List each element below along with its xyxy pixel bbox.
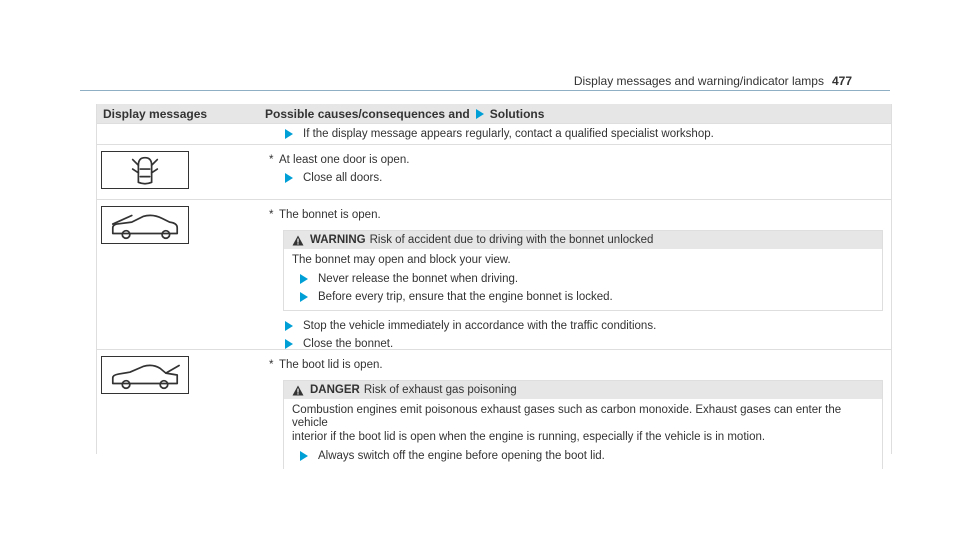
instruction-text: If the display message appears regularly, contact a qualified specialist workshop.: [303, 128, 714, 140]
list-item: [269, 169, 891, 187]
col-causes-solutions: [247, 107, 544, 121]
warning-triangle-icon: [292, 385, 304, 396]
danger-header: [284, 381, 882, 399]
asterisk: *: [269, 359, 274, 371]
list-item: [292, 447, 874, 465]
arrow-icon: [300, 451, 308, 461]
cause-line: [269, 151, 891, 169]
list-item: [292, 270, 874, 288]
instruction-text: Never release the bonnet when driving.: [318, 272, 519, 285]
warning-title: Risk of accident due to driving with the bonnet unlocked: [369, 234, 654, 246]
arrow-icon: [300, 274, 308, 284]
page-number: 477: [831, 74, 852, 88]
danger-text: interior if the boot lid is open when the engine is running, especially if the vehicle is in motion.: [292, 431, 766, 443]
cause-text: The boot lid is open.: [279, 359, 383, 371]
car-bonnet-open-icon: [101, 206, 189, 244]
warning-header: [284, 231, 882, 249]
display-messages-table: [96, 104, 892, 462]
arrow-icon: [285, 129, 293, 139]
header-rule: [80, 90, 890, 91]
arrow-icon: [476, 109, 484, 119]
danger-title: Risk of exhaust gas poisoning: [363, 384, 517, 396]
instruction-text: Close all doors.: [303, 172, 383, 184]
instruction-text: Before every trip, ensure that the engine bonnet is locked.: [318, 290, 613, 303]
col-display-messages: Display messages: [103, 106, 208, 121]
list-item: [269, 317, 891, 335]
table-header: [97, 104, 891, 123]
table-row: [97, 144, 891, 199]
list-item: [269, 125, 891, 143]
arrow-icon: [285, 173, 293, 183]
cause-line: [269, 206, 891, 224]
page-header: [0, 0, 890, 86]
col-causes-label: Possible causes/consequences and: [265, 106, 470, 121]
list-item: [292, 288, 874, 306]
instruction-text: Stop the vehicle immediately in accordance with the traffic conditions.: [303, 320, 657, 332]
cause-line: [269, 356, 891, 374]
danger-box: [283, 380, 883, 469]
warning-box: [283, 230, 883, 311]
arrow-icon: [285, 321, 293, 331]
car-boot-open-icon: [101, 356, 189, 394]
warning-triangle-icon: [292, 235, 304, 246]
col-solutions-label: Solutions: [489, 106, 545, 121]
cause-text: The bonnet is open.: [279, 209, 381, 221]
table-row: [97, 123, 891, 144]
cause-text: At least one door is open.: [279, 154, 410, 166]
warning-text: The bonnet may open and block your view.: [292, 254, 511, 266]
asterisk: *: [269, 154, 274, 166]
arrow-icon: [300, 292, 308, 302]
arrow-icon: [285, 339, 293, 349]
table-row: [97, 349, 891, 462]
section-title: Display messages and warning/indicator lamps: [573, 74, 824, 88]
instruction-text: Close the bonnet.: [303, 338, 394, 350]
danger-text: Combustion engines emit poisonous exhaust gases such as carbon monoxide. Exhaust gases can enter the vehicle: [292, 404, 842, 429]
warning-label: WARNING: [310, 234, 366, 246]
danger-label: DANGER: [310, 384, 360, 396]
table-row: [97, 199, 891, 349]
asterisk: *: [269, 209, 274, 221]
car-doors-open-icon: [101, 151, 189, 189]
instruction-text: Always switch off the engine before opening the boot lid.: [318, 449, 605, 462]
running-title: [574, 74, 852, 88]
